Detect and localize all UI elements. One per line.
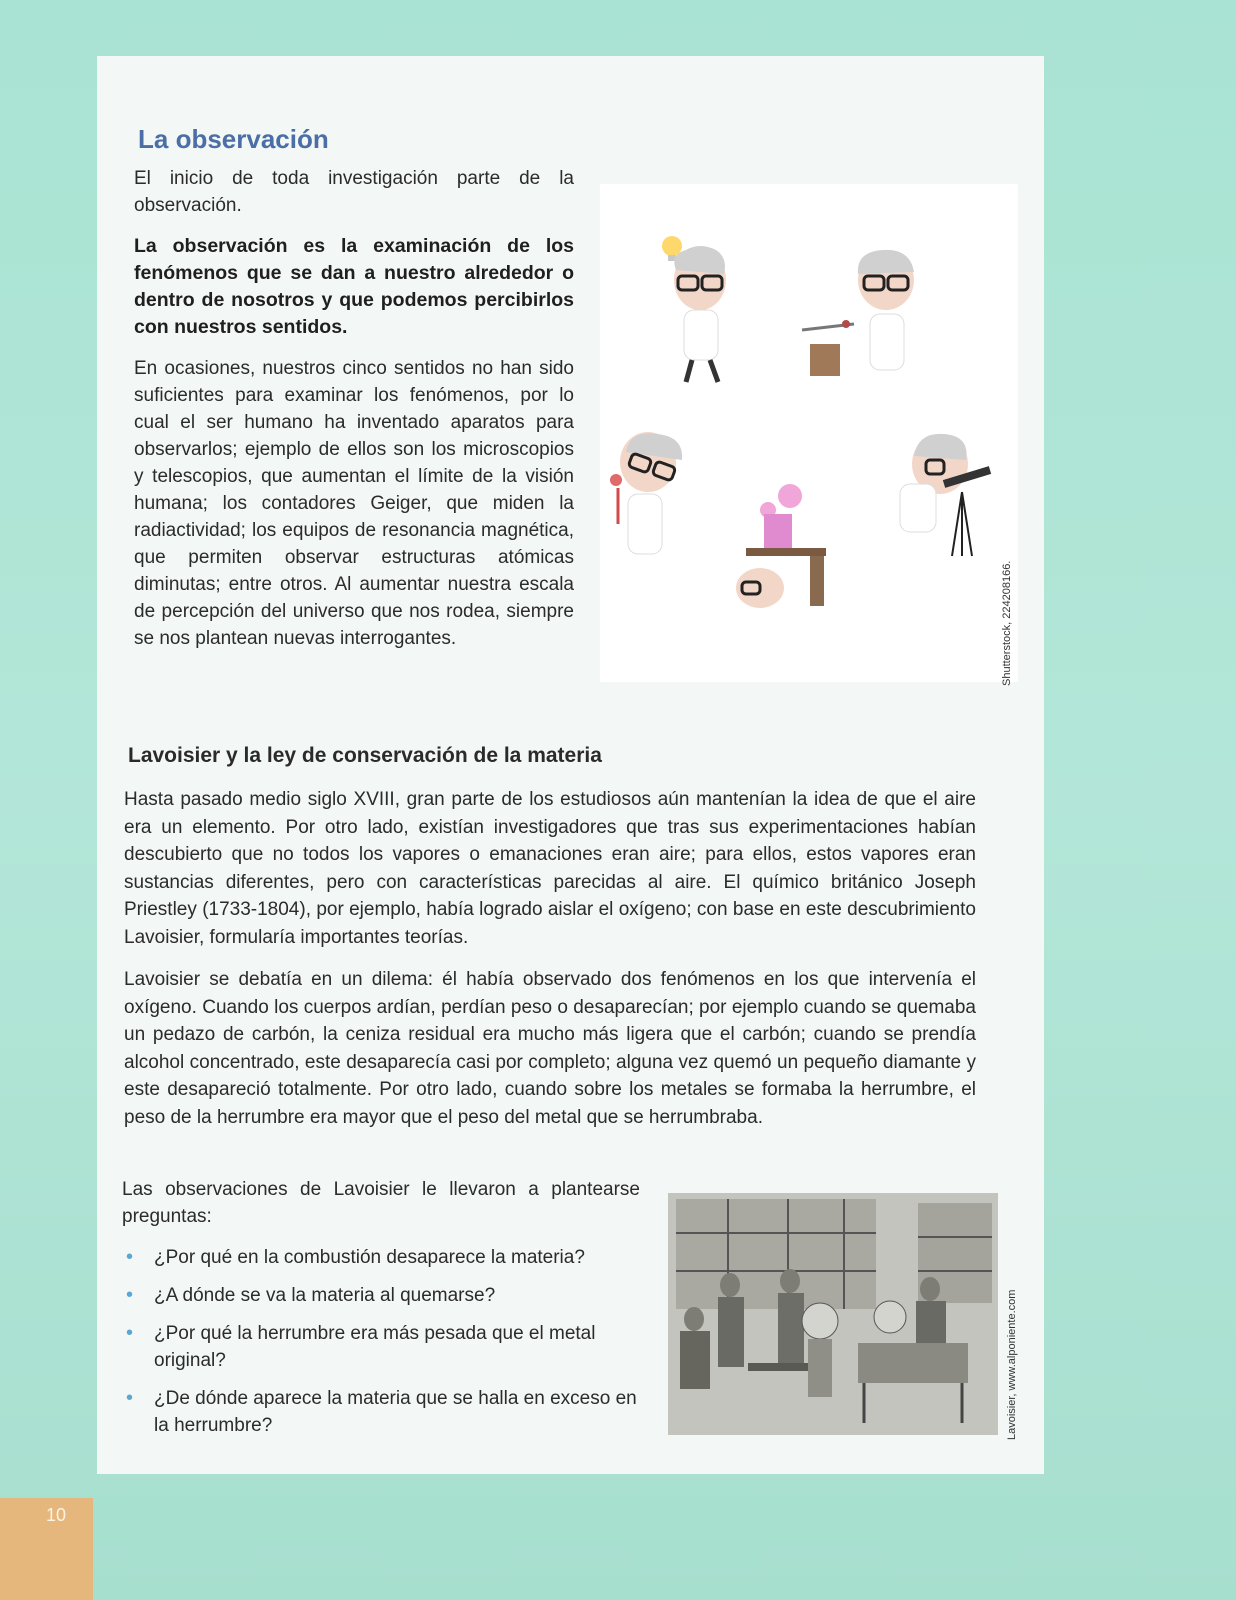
scientist-flask-figure <box>610 432 682 554</box>
lavoisier-paragraph-1: Hasta pasado medio siglo XVIII, gran parte de los estudiosos aún mantenían la idea de que el aire era un elemento. Por otro lado, existían investigadores que tras sus experimentaciones habían descubierto que no todos los vapores o emanaciones eran aire; para ellos, estos vapores eran sustancias diferentes, pero con características parecidas al aire. El químico británico Joseph Priestley (1733-1804), por ejemplo, había logrado aislar el oxígeno; con base en este descubrimiento Lavoisier, formularía importantes teorías. <box>124 789 976 948</box>
bullet-icon: • <box>126 1246 134 1268</box>
section-title-lavoisier: Lavoisier y la ley de conservación de la materia <box>128 744 602 767</box>
scientist-balance-figure <box>802 250 914 376</box>
observacion-intro: El inicio de toda investigación parte de la observación. <box>134 168 574 216</box>
bullet-icon: • <box>126 1322 134 1344</box>
observacion-text-block <box>134 165 574 666</box>
lavoisier-paragraph-2: Lavoisier se debatía en un dilema: él había observado dos fenómenos en los que intervenía el oxígeno. Cuando los cuerpos ardían, perdían peso o desaparecían; por ejemplo cuando se quemaba un pedazo de carbón, la ceniza residual era mucho más ligera que el carbón; cuando se prendía alcohol concentrado, este desaparecía casi por completo; alguna vez quemó un pequeño diamante y este desapareció totalmente. Por otro lado, cuando sobre los metales se formaba la herrumbre, el peso de la herrumbre era mayor que el peso del metal que se herrumbraba. <box>124 969 976 1128</box>
illustration-credit: Shutterstock, 224208166. <box>1001 560 1013 686</box>
observacion-body: En ocasiones, nuestros cinco sentidos no han sido suficientes para examinar los fenómenos, por lo cual el ser humano ha inventado aparatos para observarlos; ejemplo de ellos son los microscopios y telescopios, que aumentan el límite de la visión humana; los contadores Geiger, que miden la radiactividad; los equipos de resonancia magnética, que permiten observar estructuras atómicas diminutas; entre otros. Al aumentar nuestra escala de percepción del universo que nos rodea, siempre se nos plantean nuevas interrogantes. <box>134 358 574 649</box>
list-item: • ¿A dónde se va la materia al quemarse? <box>122 1282 640 1309</box>
list-item: • ¿Por qué en la combustión desaparece la materia? <box>122 1244 640 1271</box>
section-title-observacion: La observación <box>138 124 329 154</box>
scientists-illustration <box>600 184 1018 682</box>
questions-list <box>122 1244 640 1439</box>
questions-intro: Las observaciones de Lavoisier le llevaron a plantearse preguntas: <box>122 1179 640 1227</box>
questions-block <box>122 1176 640 1450</box>
page-number: 10 <box>46 1505 67 1525</box>
scientist-idea-figure <box>662 236 726 382</box>
scientist-telescope-figure <box>900 434 990 556</box>
observacion-definition: La observación es la examinación de los fenómenos que se dan a nuestro alrededor o dentro de nosotros y que podemos percibirlos con nuestros sentidos. <box>134 235 574 338</box>
bullet-icon: • <box>126 1387 134 1409</box>
list-item: • ¿De dónde aparece la materia que se halla en exceso en la herrumbre? <box>126 1387 637 1436</box>
bullet-icon: • <box>126 1284 134 1306</box>
engraving-credit: Lavoisier, www.alponiente.com <box>1006 1289 1018 1440</box>
lavoisier-engraving-image <box>668 1193 998 1435</box>
scientist-explosion-figure <box>736 484 826 608</box>
lavoisier-text-block <box>124 786 976 1146</box>
list-item: • ¿Por qué la herrumbre era más pesada que el metal original? <box>126 1322 596 1371</box>
